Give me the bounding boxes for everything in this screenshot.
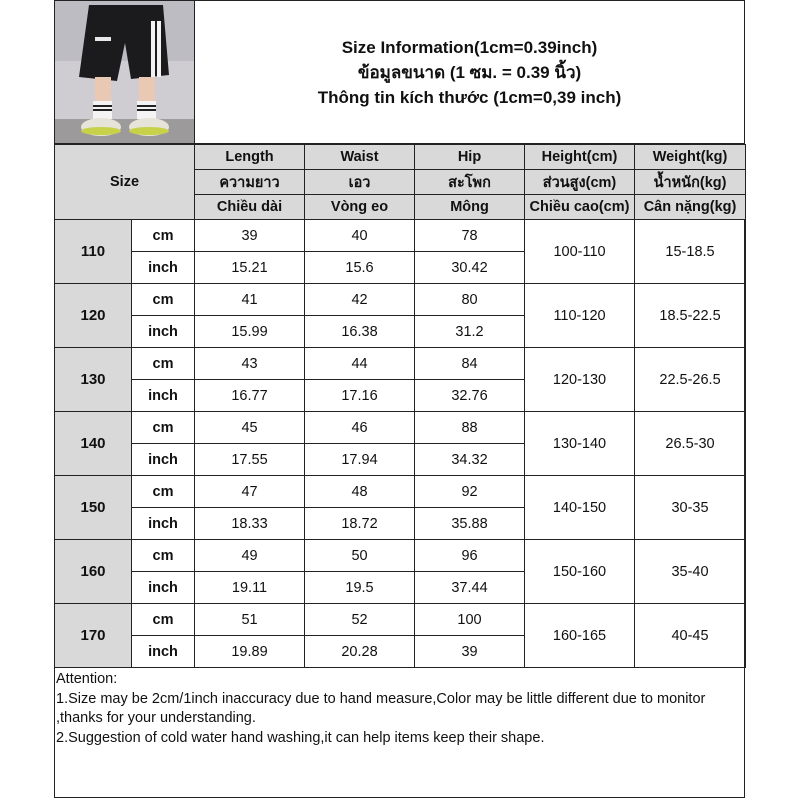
length-cm-cell: 51 [195, 604, 305, 636]
table-row-cm [55, 476, 746, 508]
size-value: 130 [55, 348, 132, 412]
hip-cm-cell: 92 [415, 476, 525, 508]
length-cm-cell: 45 [195, 412, 305, 444]
unit-inch: inch [132, 444, 195, 476]
length-cm-cell: 49 [195, 540, 305, 572]
height-cell: 150-160 [525, 540, 635, 604]
unit-inch: inch [132, 508, 195, 540]
unit-cm: cm [132, 220, 195, 252]
size-chart-table [54, 144, 746, 668]
length-inch-cell: 18.33 [195, 508, 305, 540]
height-cell: 140-150 [525, 476, 635, 540]
col-height-th: ส่วนสูง(cm) [525, 170, 635, 195]
waist-inch-cell: 18.72 [305, 508, 415, 540]
height-cell: 100-110 [525, 220, 635, 284]
col-length-vi: Chiều dài [195, 195, 305, 220]
size-value: 110 [55, 220, 132, 284]
hip-inch-cell: 37.44 [415, 572, 525, 604]
hip-inch-cell: 32.76 [415, 380, 525, 412]
hip-inch-cell: 34.32 [415, 444, 525, 476]
hip-inch-cell: 31.2 [415, 316, 525, 348]
height-cell: 110-120 [525, 284, 635, 348]
unit-inch: inch [132, 316, 195, 348]
length-inch-cell: 15.99 [195, 316, 305, 348]
unit-cm: cm [132, 604, 195, 636]
col-height-en: Height(cm) [525, 145, 635, 170]
size-value: 170 [55, 604, 132, 668]
unit-inch: inch [132, 636, 195, 668]
col-weight-vi: Cân nặng(kg) [635, 195, 746, 220]
hip-inch-cell: 39 [415, 636, 525, 668]
unit-inch: inch [132, 252, 195, 284]
length-inch-cell: 19.89 [195, 636, 305, 668]
unit-cm: cm [132, 284, 195, 316]
size-value: 120 [55, 284, 132, 348]
attention-heading: Attention: [56, 671, 118, 687]
table-row-cm [55, 348, 746, 380]
table-row-cm [55, 604, 746, 636]
size-value: 150 [55, 476, 132, 540]
size-info-title [195, 1, 744, 143]
size-value: 160 [55, 540, 132, 604]
product-photo-illustration [55, 1, 194, 143]
title-vietnamese: Thông tin kích thước (1cm=0,39 inch) [317, 87, 622, 107]
length-cm-cell: 41 [195, 284, 305, 316]
waist-inch-cell: 15.6 [305, 252, 415, 284]
note-1-continued: ,thanks for your understanding. [56, 710, 256, 726]
weight-cell: 15-18.5 [635, 220, 746, 284]
waist-inch-cell: 20.28 [305, 636, 415, 668]
title-thai: ข้อมูลขนาด (1 ซม. = 0.39 นิ้ว) [357, 62, 582, 82]
length-cm-cell: 39 [195, 220, 305, 252]
attention-notes [56, 670, 742, 748]
note-2: 2.Suggestion of cold water hand washing,it can help items keep their shape. [56, 729, 545, 746]
waist-cm-cell: 52 [305, 604, 415, 636]
waist-inch-cell: 19.5 [305, 572, 415, 604]
weight-cell: 40-45 [635, 604, 746, 668]
col-height-vi: Chiều cao(cm) [525, 195, 635, 220]
weight-cell: 26.5-30 [635, 412, 746, 476]
length-inch-cell: 16.77 [195, 380, 305, 412]
hip-cm-cell: 96 [415, 540, 525, 572]
unit-cm: cm [132, 540, 195, 572]
col-hip-en: Hip [415, 145, 525, 170]
hip-cm-cell: 80 [415, 284, 525, 316]
col-hip-th: สะโพก [415, 170, 525, 195]
size-column-header: Size [55, 145, 195, 220]
height-cell: 120-130 [525, 348, 635, 412]
hip-cm-cell: 84 [415, 348, 525, 380]
waist-cm-cell: 40 [305, 220, 415, 252]
col-waist-vi: Vòng eo [305, 195, 415, 220]
unit-inch: inch [132, 380, 195, 412]
table-row-cm [55, 412, 746, 444]
length-cm-cell: 43 [195, 348, 305, 380]
waist-cm-cell: 44 [305, 348, 415, 380]
length-inch-cell: 19.11 [195, 572, 305, 604]
hip-cm-cell: 100 [415, 604, 525, 636]
unit-cm: cm [132, 412, 195, 444]
col-waist-th: เอว [305, 170, 415, 195]
weight-cell: 22.5-26.5 [635, 348, 746, 412]
hip-inch-cell: 30.42 [415, 252, 525, 284]
table-row-cm [55, 220, 746, 252]
weight-cell: 35-40 [635, 540, 746, 604]
waist-cm-cell: 50 [305, 540, 415, 572]
weight-cell: 18.5-22.5 [635, 284, 746, 348]
product-photo [55, 1, 195, 143]
hip-cm-cell: 78 [415, 220, 525, 252]
length-inch-cell: 17.55 [195, 444, 305, 476]
weight-cell: 30-35 [635, 476, 746, 540]
unit-cm: cm [132, 476, 195, 508]
height-cell: 130-140 [525, 412, 635, 476]
table-row-cm [55, 284, 746, 316]
unit-cm: cm [132, 348, 195, 380]
col-length-th: ความยาว [195, 170, 305, 195]
col-weight-en: Weight(kg) [635, 145, 746, 170]
note-1: 1.Size may be 2cm/1inch inaccuracy due to hand measure,Color may be little different due to monitor [56, 690, 706, 707]
col-weight-th: น้ำหนัก(kg) [635, 170, 746, 195]
col-hip-vi: Mông [415, 195, 525, 220]
waist-inch-cell: 16.38 [305, 316, 415, 348]
length-inch-cell: 15.21 [195, 252, 305, 284]
height-cell: 160-165 [525, 604, 635, 668]
size-rows [55, 220, 746, 668]
length-cm-cell: 47 [195, 476, 305, 508]
col-waist-en: Waist [305, 145, 415, 170]
size-value: 140 [55, 412, 132, 476]
title-english: Size Information(1cm=0.39inch) [341, 37, 598, 57]
hip-cm-cell: 88 [415, 412, 525, 444]
waist-inch-cell: 17.94 [305, 444, 415, 476]
unit-inch: inch [132, 572, 195, 604]
waist-cm-cell: 46 [305, 412, 415, 444]
header-row-english [55, 145, 746, 170]
hip-inch-cell: 35.88 [415, 508, 525, 540]
col-length-en: Length [195, 145, 305, 170]
waist-inch-cell: 17.16 [305, 380, 415, 412]
waist-cm-cell: 42 [305, 284, 415, 316]
table-row-cm [55, 540, 746, 572]
waist-cm-cell: 48 [305, 476, 415, 508]
